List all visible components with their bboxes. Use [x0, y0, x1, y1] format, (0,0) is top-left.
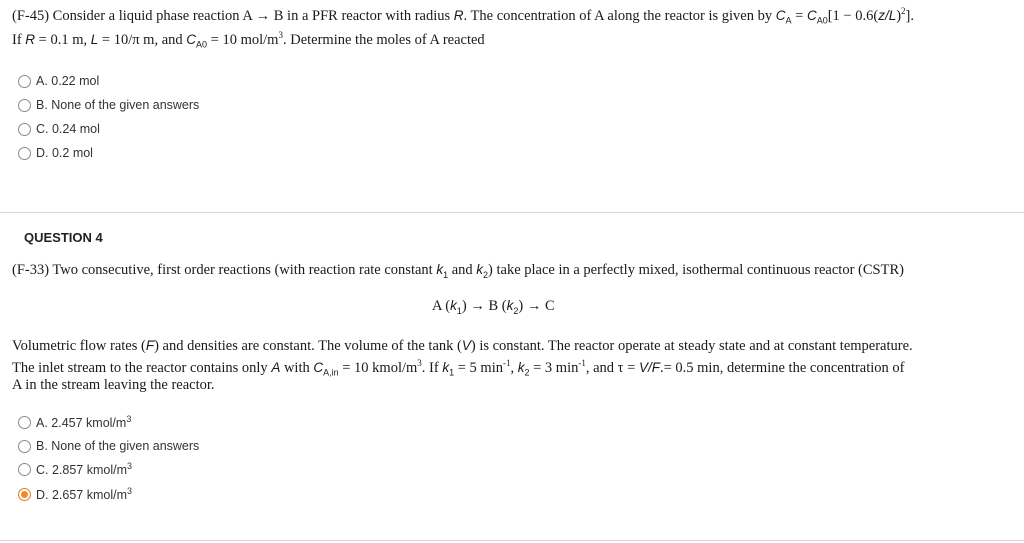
q4-option-c[interactable] — [18, 460, 132, 478]
option-label: D. 0.2 mol — [36, 146, 93, 160]
radio-icon[interactable] — [18, 147, 31, 160]
question-4-heading: QUESTION 4 — [24, 230, 103, 245]
option-label: A. 2.457 kmol/$m^3$ — [36, 413, 132, 431]
radio-icon[interactable] — [18, 123, 31, 136]
option-label: B. None of the given answers — [36, 439, 200, 453]
question-separator — [0, 212, 1024, 213]
q3-option-a[interactable] — [18, 72, 99, 90]
bottom-separator — [0, 540, 1024, 541]
option-label: B. None of the given answers — [36, 98, 200, 112]
q3-option-b[interactable] — [18, 96, 199, 114]
radio-icon[interactable] — [18, 440, 31, 453]
option-label: A. 0.22 mol — [36, 74, 100, 88]
question-3-line-2: If R = 0.1 m, L = 10/π m, and $C_{A0} = 10$ mol/$m^3$. Determine the moles of A reacted — [12, 30, 485, 50]
q3-option-c[interactable] — [18, 120, 100, 138]
radio-selected-icon[interactable] — [18, 488, 31, 501]
question-4-intro: (F-33) Two consecutive, first order reactions (with reaction rate constant $k_1$ and $k_2$) take place in a perfectly mixed, isothermal continuous reactor (CSTR) — [12, 262, 904, 280]
option-label: D. 2.657 kmol/$m^3$ — [36, 485, 133, 503]
q4-option-a[interactable] — [18, 413, 131, 431]
question-4-body-line-3: A in the stream leaving the reactor. — [12, 377, 215, 393]
question-4-body-line-1: Volumetric flow rates (F) and densities are constant. The volume of the tank (V) is constant. The reactor operate at steady state and at constant temperature. — [12, 338, 913, 354]
q4-option-d[interactable] — [18, 485, 132, 503]
option-label: C. 2.857 kmol/$m^3$ — [36, 460, 133, 478]
radio-icon[interactable] — [18, 463, 31, 476]
option-label: C. 0.24 mol — [36, 122, 100, 136]
question-4-body-line-2: The inlet stream to the reactor contains only A with $C_{A,in} = 10$ kmol/$m^3$. If $k_1 = 5$ $\min^{-1}$, $k_2 = 3$ $\min^{-1}$, and τ = V/F.= 0.5 min, determine the concentration of — [12, 358, 905, 378]
radio-icon[interactable] — [18, 75, 31, 88]
q4-option-b[interactable] — [18, 437, 199, 455]
radio-icon[interactable] — [18, 99, 31, 112]
reaction-scheme: A $(k_1) \to B$ $(k_2) \to C$ — [432, 298, 555, 316]
q3-option-d[interactable] — [18, 144, 93, 162]
question-3-line-1: (F-45) Consider a liquid phase reaction A → B in a PFR reactor with radius R. The concentration of A along the reactor is given by $C_A = C_{A0}[1 - 0.6(z/L)^2]$. — [12, 6, 915, 26]
radio-icon[interactable] — [18, 416, 31, 429]
